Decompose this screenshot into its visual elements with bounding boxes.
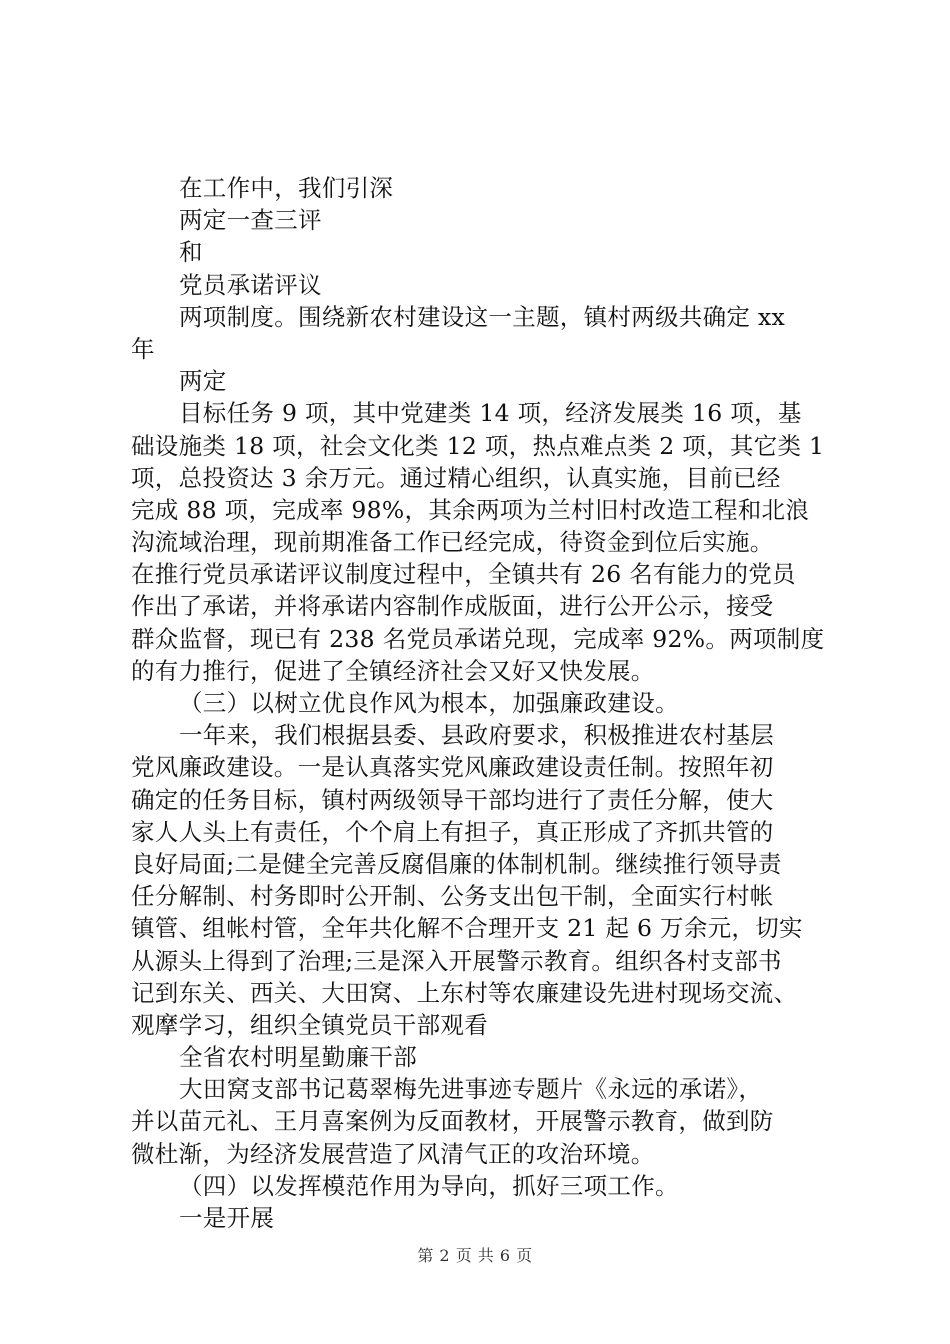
text-line: 从源头上得到了治理;三是深入开展警示教育。组织各村支部书: [131, 946, 782, 975]
text-line: 微杜渐，为经济发展营造了风清气正的攻治环境。: [131, 1139, 655, 1168]
text-line: 一是开展: [179, 1204, 275, 1232]
text-line: 观摩学习，组织全镇党员干部观看: [131, 1010, 488, 1039]
text-line: 在工作中，我们引深: [179, 174, 394, 202]
text-line: 党风廉政建设。一是认真落实党风廉政建设责任制。按照年初: [131, 753, 774, 782]
text-line: 作出了承诺，并将承诺内容制作成版面，进行公开公示，接受: [131, 592, 774, 621]
text-line: 项，总投资达 3 余万元。通过精心组织，认真实施，目前已经: [131, 463, 781, 492]
text-line: 的有力推行，促进了全镇经济社会又好又快发展。: [131, 656, 655, 685]
text-line: 两定一查三评: [179, 206, 322, 235]
text-line: 并以苗元礼、王月喜案例为反面教材，开展警示教育，做到防: [131, 1107, 774, 1136]
text-line: 和: [179, 238, 203, 267]
text-line: 镇管、组帐村管，全年共化解不合理开支 21 起 6 万余元，切实: [131, 914, 803, 943]
text-line: 年: [131, 334, 155, 363]
text-line: 确定的任务目标，镇村两级领导干部均进行了责任分解，使大: [131, 785, 774, 814]
text-line: 完成 88 项，完成率 98%，其余两项为兰村旧村改造工程和北浪: [131, 495, 810, 524]
text-line: 群众监督，现已有 238 名党员承诺兑现，完成率 92%。两项制度: [131, 624, 825, 653]
text-line: 任分解制、村务即时公开制、公务支出包干制，全面实行村帐: [131, 882, 774, 911]
text-line: 记到东关、西关、大田窝、上东村等农廉建设先进村现场交流、: [131, 978, 798, 1007]
text-line: 良好局面;二是健全完善反腐倡廉的体制机制。继续推行领导责: [131, 849, 782, 878]
text-line: 全省农村明星勤廉干部: [179, 1043, 417, 1072]
text-line: 大田窝支部书记葛翠梅先进事迹专题片《永远的承诺》，: [179, 1075, 763, 1104]
text-line: （四）以发挥模范作用为导向，抓好三项工作。: [179, 1171, 679, 1200]
text-line: 两项制度。围绕新农村建设这一主题，镇村两级共确定 xx: [179, 302, 786, 331]
text-line: 沟流域治理，现前期准备工作已经完成，待资金到位后实施。: [131, 528, 774, 557]
text-line: 础设施类 18 项，社会文化类 12 项，热点难点类 2 项，其它类 1: [131, 431, 825, 460]
text-line: 两定: [179, 367, 227, 396]
document-body: [131, 172, 835, 1234]
text-line: （三）以树立优良作风为根本，加强廉政建设。: [179, 689, 679, 717]
text-line: 家人人头上有责任，个个肩上有担子，真正形成了齐抓共管的: [131, 817, 774, 846]
text-line: 党员承诺评议: [179, 270, 322, 299]
text-line: 目标任务 9 项，其中党建类 14 项，经济发展类 16 项，基: [179, 399, 802, 428]
text-line: 一年来，我们根据县委、县政府要求，积极推进农村基层: [179, 721, 774, 750]
page-footer: 第 2 页 共 6 页: [417, 1246, 533, 1265]
text-line: 在推行党员承诺评议制度过程中，全镇共有 26 名有能力的党员: [131, 560, 796, 589]
